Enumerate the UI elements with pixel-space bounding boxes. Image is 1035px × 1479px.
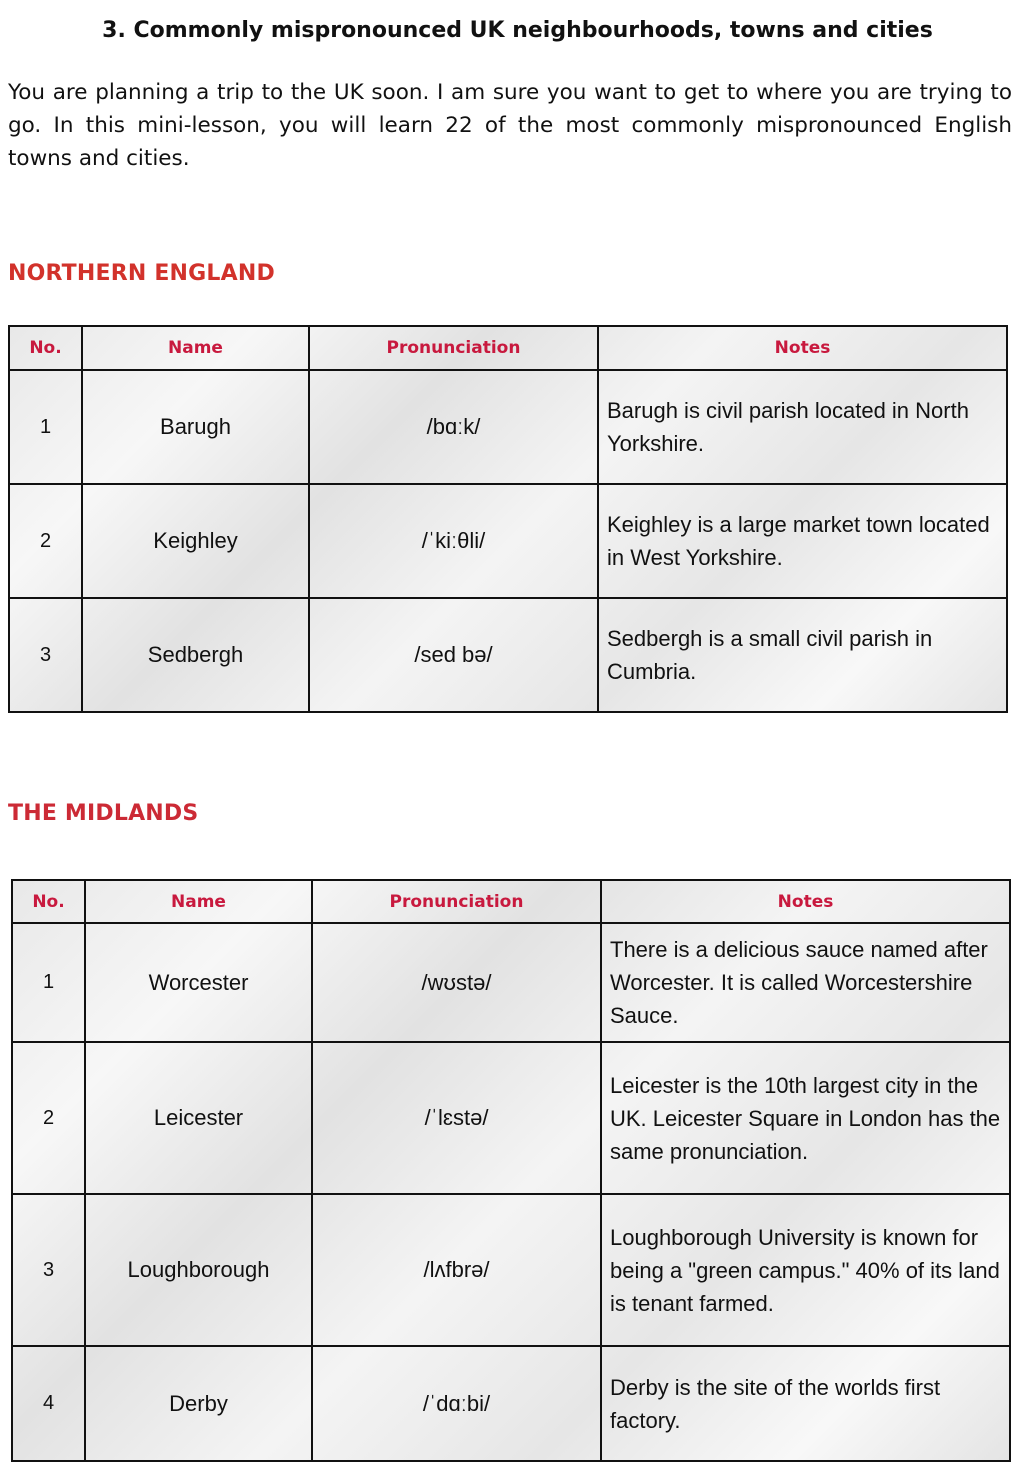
place-name: Sedbergh [82, 598, 309, 712]
place-name: Barugh [82, 370, 309, 484]
notes: Derby is the site of the worlds first factory. [601, 1346, 1010, 1461]
place-name: Derby [85, 1346, 312, 1461]
row-number: 2 [12, 1042, 85, 1194]
column-header-notes: Notes [598, 326, 1007, 370]
notes: There is a delicious sauce named after Worcester. It is called Worcestershire Sauce. [601, 923, 1010, 1042]
place-name: Worcester [85, 923, 312, 1042]
column-header-pronunciation: Pronunciation [312, 880, 601, 923]
notes: Sedbergh is a small civil parish in Cumbria. [598, 598, 1007, 712]
table-row [12, 1194, 1010, 1346]
pronunciation: /wʊstə/ [312, 923, 601, 1042]
section-heading-the-midlands: THE MIDLANDS [8, 801, 199, 826]
row-number: 2 [9, 484, 82, 598]
pronunciation: /ˈkiːθli/ [309, 484, 598, 598]
table-row [9, 370, 1007, 484]
table-row [12, 1042, 1010, 1194]
notes: Loughborough University is known for being a "green campus." 40% of its land is tenant farmed. [601, 1194, 1010, 1346]
page-title: 3. Commonly mispronounced UK neighbourhoods, towns and cities [102, 18, 933, 43]
intro-paragraph: You are planning a trip to the UK soon. I am sure you want to get to where you are trying to go. In this mini-lesson, you will learn 22 of the most commonly mispronounced English towns and cities. [8, 80, 1012, 171]
table-row [12, 923, 1010, 1042]
table-row [12, 1346, 1010, 1461]
column-header-no: No. [9, 326, 82, 370]
row-number: 3 [12, 1194, 85, 1346]
row-number: 1 [9, 370, 82, 484]
notes: Barugh is civil parish located in North Yorkshire. [598, 370, 1007, 484]
column-header-name: Name [82, 326, 309, 370]
place-name: Leicester [85, 1042, 312, 1194]
table-row [9, 598, 1007, 712]
place-name: Loughborough [85, 1194, 312, 1346]
row-number: 1 [12, 923, 85, 1042]
column-header-notes: Notes [601, 880, 1010, 923]
place-name: Keighley [82, 484, 309, 598]
table-header-row [9, 326, 1007, 370]
table-row [9, 484, 1007, 598]
pronunciation: /ˈdɑːbi/ [312, 1346, 601, 1461]
pronunciation: /bɑːk/ [309, 370, 598, 484]
column-header-pronunciation: Pronunciation [309, 326, 598, 370]
pronunciation: /ˈlɛstə/ [312, 1042, 601, 1194]
column-header-name: Name [85, 880, 312, 923]
row-number: 4 [12, 1346, 85, 1461]
section-heading-northern-england: NORTHERN ENGLAND [8, 261, 275, 286]
pronunciation: /lʌfbrə/ [312, 1194, 601, 1346]
pronunciation: /sed bə/ [309, 598, 598, 712]
the-midlands-table [11, 879, 1011, 1462]
table-header-row [12, 880, 1010, 923]
northern-england-table [8, 325, 1008, 713]
notes: Keighley is a large market town located in West Yorkshire. [598, 484, 1007, 598]
row-number: 3 [9, 598, 82, 712]
notes: Leicester is the 10th largest city in the UK. Leicester Square in London has the same pronunciation. [601, 1042, 1010, 1194]
column-header-no: No. [12, 880, 85, 923]
